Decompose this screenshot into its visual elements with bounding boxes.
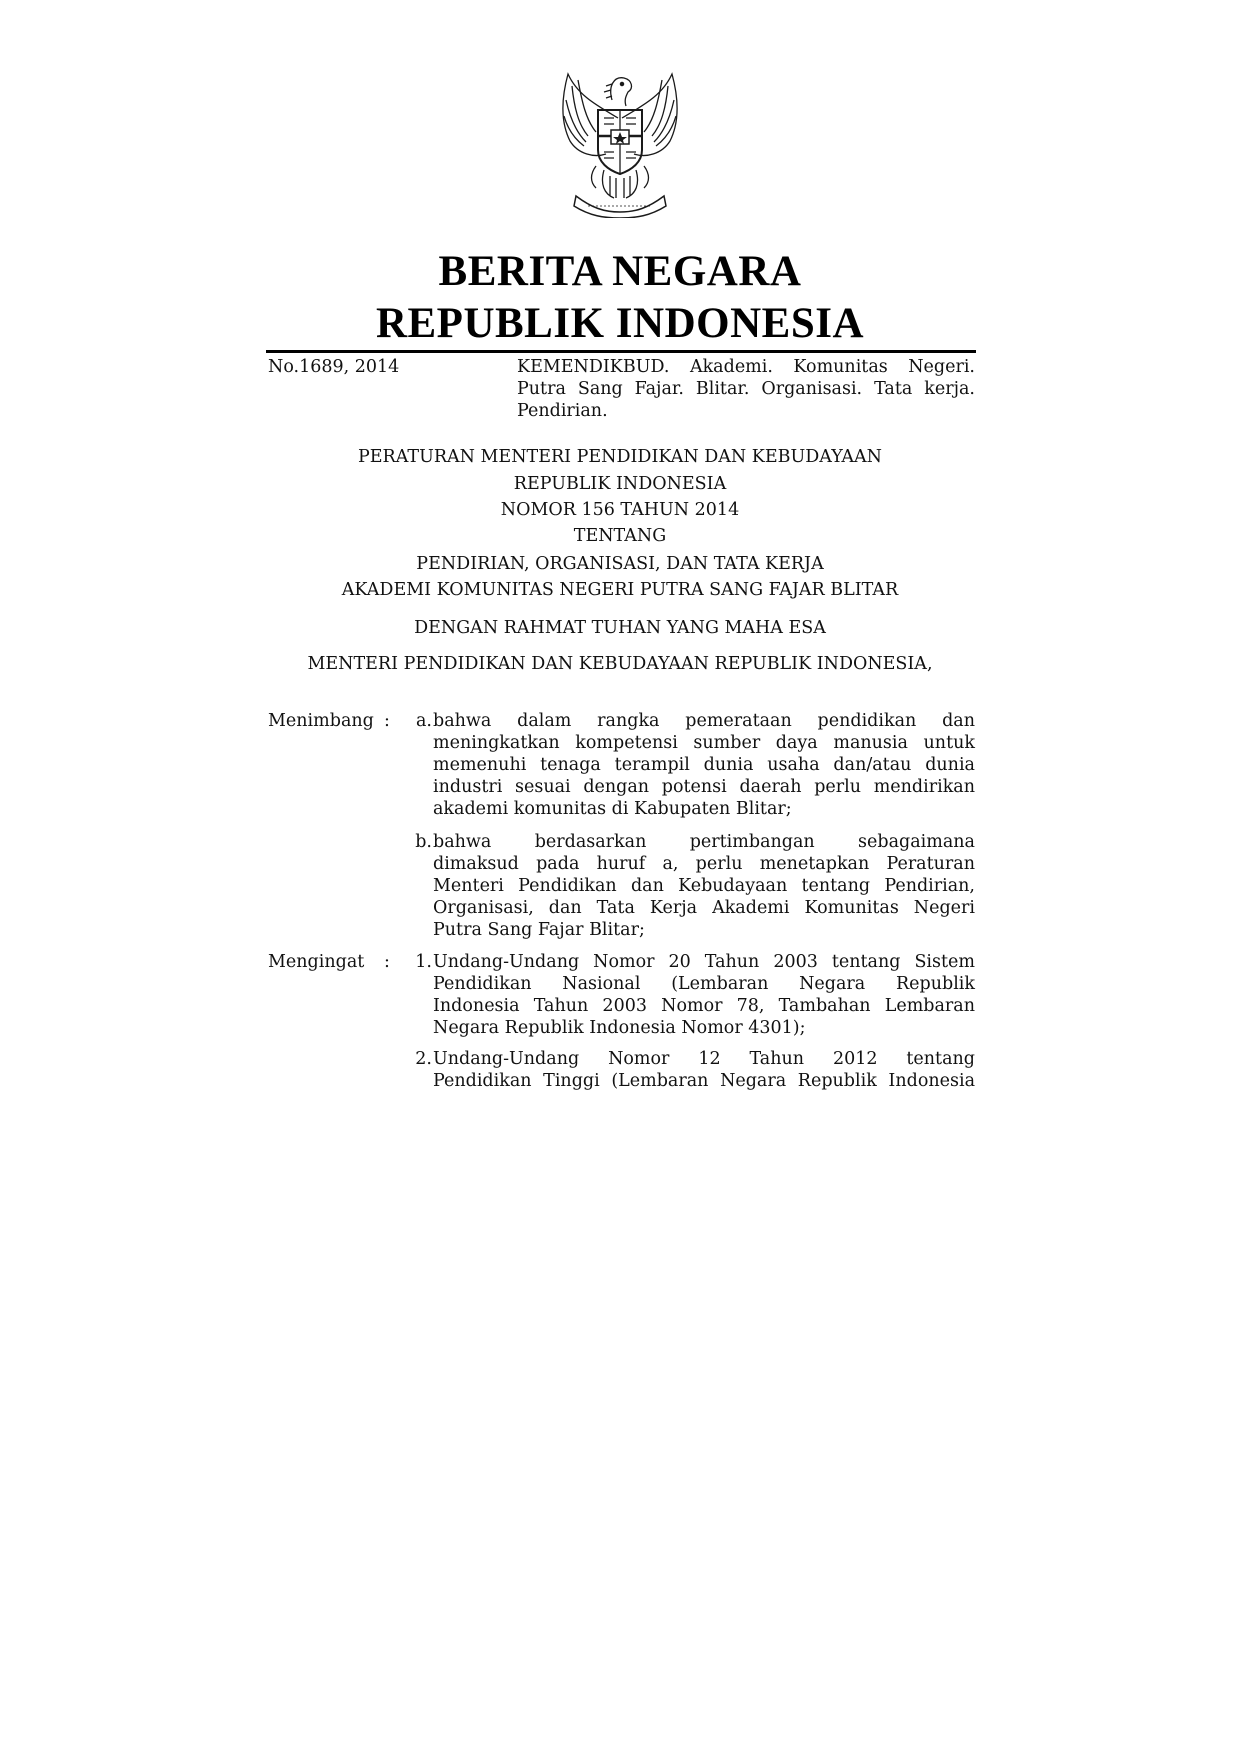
regulation-number: NOMOR 156 TAHUN 2014 [500, 500, 740, 520]
mengingat-label: Mengingat [268, 952, 365, 972]
regulation-about: TENTANG [573, 526, 667, 546]
regulation-country: REPUBLIK INDONESIA [513, 474, 727, 494]
subject-line: KEMENDIKBUD. Akademi. Komunitas Negeri. [517, 357, 975, 377]
paragraph-line: Organisasi, dan Tata Kerja Akademi Komunitas Negeri [433, 898, 975, 918]
mengingat-item-2 [433, 1048, 975, 1092]
paragraph-line: bahwa berdasarkan pertimbangan sebagaimana [433, 832, 975, 852]
paragraph-line: memenuhi tenaga terampil dunia usaha dan/atau dunia [433, 755, 975, 775]
paragraph-line: Negara Republik Indonesia Nomor 4301); [433, 1018, 806, 1038]
paragraph-line: akademi komunitas di Kabupaten Blitar; [433, 799, 792, 819]
paragraph-line: Indonesia Tahun 2003 Nomor 78, Tambahan Lembaran [433, 996, 975, 1016]
paragraph-line: Undang-Undang Nomor 20 Tahun 2003 tentang Sistem [433, 952, 975, 972]
paragraph-line: bahwa dalam rangka pemerataan pendidikan dan [433, 711, 975, 731]
document-subject [517, 356, 975, 422]
paragraph-line: meningkatkan kompetensi sumber daya manusia untuk [433, 733, 975, 753]
paragraph-line: Menteri Pendidikan dan Kebudayaan tentang Pendirian, [433, 876, 975, 896]
menimbang-item-a [433, 710, 975, 820]
paragraph-line: Putra Sang Fajar Blitar; [433, 920, 645, 940]
list-marker: a. [416, 711, 432, 731]
list-marker: 1. [415, 952, 432, 972]
subject-line: Pendirian. [517, 401, 608, 421]
list-marker: b. [415, 832, 432, 852]
regulation-subject-line: PENDIRIAN, ORGANISASI, DAN TATA KERJA [416, 554, 824, 574]
regulation-blessing: DENGAN RAHMAT TUHAN YANG MAHA ESA [414, 618, 826, 638]
regulation-subject-line: AKADEMI KOMUNITAS NEGERI PUTRA SANG FAJAR BLITAR [341, 580, 899, 600]
masthead-subtitle: REPUBLIK INDONESIA [375, 300, 865, 347]
paragraph-line: Pendidikan Nasional (Lembaran Negara Republik [433, 974, 975, 994]
menimbang-item-b [433, 831, 975, 941]
mengingat-item-1 [433, 951, 975, 1039]
paragraph-line: Pendidikan Tinggi (Lembaran Negara Republik Indonesia [433, 1071, 975, 1091]
menimbang-label: Menimbang [268, 711, 374, 731]
garuda-emblem-icon [548, 66, 692, 218]
list-marker: 2. [415, 1049, 432, 1069]
regulation-title: PERATURAN MENTERI PENDIDIKAN DAN KEBUDAYAAN [358, 447, 882, 467]
paragraph-line: Undang-Undang Nomor 12 Tahun 2012 tentang [433, 1049, 975, 1069]
mengingat-colon: : [384, 952, 390, 972]
masthead-divider [266, 350, 976, 353]
masthead-title: BERITA NEGARA [438, 248, 802, 295]
regulation-minister: MENTERI PENDIDIKAN DAN KEBUDAYAAN REPUBLIK INDONESIA, [307, 654, 933, 674]
paragraph-line: dimaksud pada huruf a, perlu menetapkan Peraturan [433, 854, 975, 874]
document-number: No.1689, 2014 [268, 357, 400, 377]
menimbang-colon: : [384, 711, 390, 731]
subject-line: Putra Sang Fajar. Blitar. Organisasi. Tata kerja. [517, 379, 975, 399]
paragraph-line: industri sesuai dengan potensi daerah perlu mendirikan [433, 777, 975, 797]
